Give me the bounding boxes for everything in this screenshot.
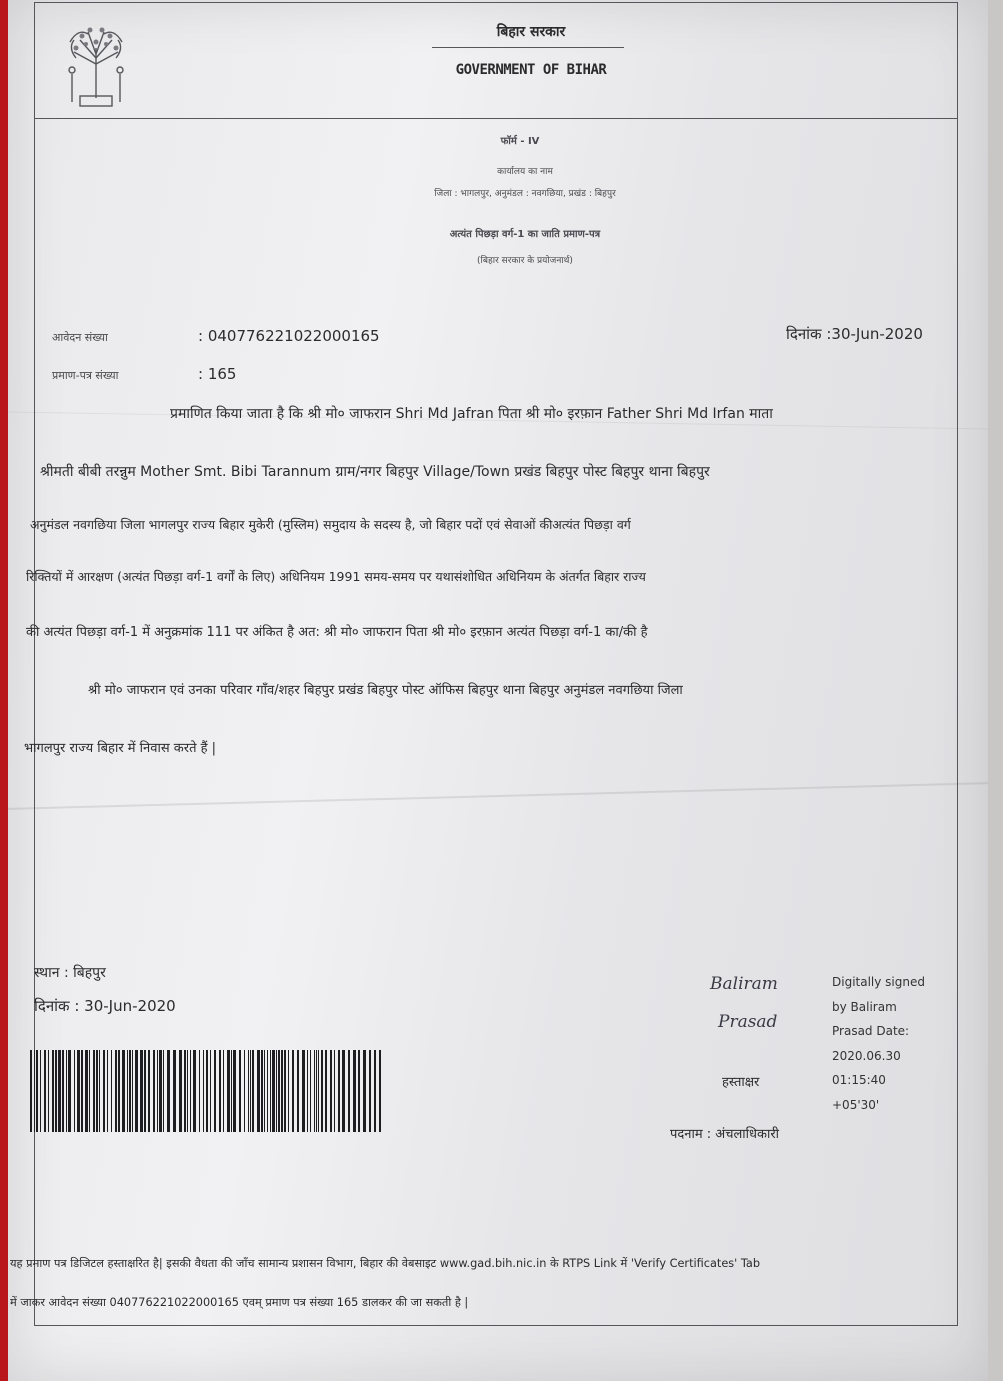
barcode-bar (330, 1050, 332, 1132)
barcode-bar (127, 1050, 128, 1132)
barcode-bar (44, 1050, 46, 1132)
barcode-bar (334, 1050, 335, 1132)
barcode-bar (244, 1050, 245, 1132)
barcode-bar (30, 1050, 32, 1132)
barcode-bar (187, 1050, 188, 1132)
barcode-bar (214, 1050, 216, 1132)
barcode-bar (163, 1050, 164, 1132)
barcode-bar (353, 1050, 356, 1132)
barcode-bar (348, 1050, 350, 1132)
date-top: दिनांक :30-Jun-2020 (786, 325, 923, 343)
barcode-bar (318, 1050, 319, 1132)
barcode-bar (267, 1050, 268, 1132)
barcode-bar (167, 1050, 170, 1132)
barcode-bar (148, 1050, 150, 1132)
barcode-bar (223, 1050, 224, 1132)
barcode-bar (89, 1050, 90, 1132)
barcode-bar (68, 1050, 71, 1132)
body-line-2: श्रीमती बीबी तरन्नुम Mother Smt. Bibi Tarannum ग्राम/नगर बिहपुर Village/Town प्रखंड बिहपुर पोस्ट बिहपुर थाना बिहपुर (40, 464, 710, 480)
certificate-number-label: प्रमाण-पत्र संख्या (52, 369, 119, 382)
barcode-bar (153, 1050, 155, 1132)
barcode-bar (62, 1050, 64, 1132)
barcode-bar (111, 1050, 112, 1132)
barcode (28, 1050, 384, 1132)
barcode-bar (284, 1050, 286, 1132)
barcode-bar (173, 1050, 176, 1132)
barcode-bar (321, 1050, 323, 1132)
barcode-bar (107, 1050, 108, 1132)
barcode-bar (248, 1050, 249, 1132)
barcode-bar (74, 1050, 75, 1132)
header-divider (35, 118, 957, 119)
barcode-bar (103, 1050, 105, 1132)
barcode-bar (257, 1050, 260, 1132)
barcode-bar (48, 1050, 49, 1132)
place-label: स्थान : बिहपुर (34, 965, 106, 981)
barcode-bar (58, 1050, 61, 1132)
barcode-bar (140, 1050, 143, 1132)
application-number-label: आवेदन संख्या (52, 331, 108, 344)
barcode-bar (34, 1050, 35, 1132)
barcode-bar (379, 1050, 381, 1132)
digital-signature-line: +05'30' (832, 1097, 880, 1112)
body-line-1: प्रमाणित किया जाता है कि श्री मो० जाफरान Shri Md Jafran पिता श्री मो० इरफ़ान Father Shri Md Irfan माता (170, 406, 773, 422)
barcode-bar (132, 1050, 133, 1132)
barcode-bar (307, 1050, 308, 1132)
body-line-7: भागलपुर राज्य बिहार में निवास करते हैं | (24, 741, 217, 756)
office-line: कार्यालय का नाम (497, 167, 553, 177)
digital-signature-line: Digitally signed (832, 975, 925, 989)
barcode-bar (278, 1050, 280, 1132)
body-line-5: की अत्यंत पिछड़ा वर्ग-1 में अनुक्रमांक 111 पर अंकित है अत: श्री मो० जाफरान पिता श्री मो० इरफ़ान अत्यंत पिछड़ा वर्ग-1 का/की है (26, 625, 648, 640)
header-title-hindi: बिहार सरकार (496, 24, 566, 40)
digital-signature-line: 01:15:40 (832, 1073, 886, 1087)
barcode-bar (292, 1050, 294, 1132)
barcode-bar (231, 1050, 232, 1132)
barcode-bar (206, 1050, 208, 1132)
barcode-bar (302, 1050, 305, 1132)
barcode-bar (99, 1050, 100, 1132)
barcode-bar (314, 1050, 315, 1132)
barcode-bar (270, 1050, 271, 1132)
barcode-bar (179, 1050, 182, 1132)
certificate-number-value: : 165 (198, 365, 237, 383)
barcode-bar (199, 1050, 200, 1132)
barcode-bar (316, 1050, 317, 1132)
barcode-bar (276, 1050, 277, 1132)
signature-name-1: Baliram (710, 974, 778, 994)
barcode-bar (210, 1050, 211, 1132)
barcode-bar (342, 1050, 345, 1132)
barcode-bar (264, 1050, 265, 1132)
signature-label: हस्ताक्षर (722, 1075, 760, 1090)
barcode-bar (338, 1050, 340, 1132)
barcode-bar (85, 1050, 88, 1132)
barcode-bar (157, 1050, 158, 1132)
barcode-bar (129, 1050, 131, 1132)
barcode-bar (118, 1050, 120, 1132)
district-line: जिला : भागलपुर, अनुमंडल : नवगछिया, प्रखंड : बिहपुर (434, 189, 616, 199)
barcode-bar (184, 1050, 186, 1132)
signature-name-2: Prasad (718, 1012, 778, 1032)
barcode-bar (66, 1050, 67, 1132)
barcode-bar (272, 1050, 275, 1132)
barcode-bar (239, 1050, 241, 1132)
barcode-bar (250, 1050, 251, 1132)
body-line-4: रिक्तियों में आरक्षण (अत्यंत पिछड़ा वर्ग-1 वर्गों के लिए) अधिनियम 1991 समय-समय पर यथासंशोधित अधिनियम के अंतर्गत बिहार राज्य (26, 569, 646, 584)
barcode-bar (135, 1050, 138, 1132)
barcode-bar (297, 1050, 299, 1132)
barcode-bar (193, 1050, 196, 1132)
form-number: फॉर्म - IV (500, 136, 540, 147)
certificate-subtitle: (बिहार सरकार के प्रयोजनार्थ) (477, 256, 573, 266)
barcode-bar (190, 1050, 191, 1132)
verify-line-1: यह प्रमाण पत्र डिजिटल हस्ताक्षरित है| इसकी वैधता की जाँच सामान्य प्रशासन विभाग, बिहार की वेबसाइट www.gad.bih.nic.in के RTPS Link में 'Verify Certificates' Tab (10, 1257, 760, 1270)
digital-signature-line: 2020.06.30 (832, 1048, 901, 1063)
barcode-bar (144, 1050, 146, 1132)
body-line-3: अनुमंडल नवगछिया जिला भागलपुर राज्य बिहार मुकेरी (मुस्लिम) समुदाय के सदस्य है, जो बिहार पदों एवं सेवाओं कीअत्यंत पिछड़ा वर्ग (30, 517, 631, 532)
body-line-6: श्री मो० जाफरान एवं उनका परिवार गाँव/शहर बिहपुर प्रखंड बिहपुर पोस्ट ऑफिस बिहपुर थाना बिहपुर अनुमंडल नवगछिया जिला (88, 683, 683, 698)
barcode-bar (55, 1050, 57, 1132)
barcode-bar (40, 1050, 41, 1132)
barcode-bar (374, 1050, 376, 1132)
barcode-bar (122, 1050, 125, 1132)
barcode-bar (233, 1050, 236, 1132)
certificate-title: अत्यंत पिछड़ा वर्ग-1 का जाति प्रमाण-पत्र (449, 229, 601, 240)
barcode-bar (159, 1050, 162, 1132)
barcode-bar (36, 1050, 38, 1132)
barcode-bar (93, 1050, 95, 1132)
verify-line-2: में जाकर आवेदन संख्या 040776221022000165 एवम् प्रमाण पत्र संख्या 165 डालकर की जा सकती है | (10, 1296, 469, 1309)
barcode-bar (261, 1050, 263, 1132)
barcode-bar (363, 1050, 366, 1132)
digital-signature-line: Prasad Date: (832, 1024, 910, 1038)
barcode-bar (81, 1050, 83, 1132)
designation: पदनाम : अंचलाधिकारी (670, 1127, 780, 1142)
barcode-bar (310, 1050, 311, 1132)
digital-signature-line: by Baliram (832, 999, 897, 1014)
barcode-bar (281, 1050, 283, 1132)
barcode-bar (203, 1050, 204, 1132)
barcode-bar (52, 1050, 54, 1132)
barcode-bar (288, 1050, 289, 1132)
barcode-bar (227, 1050, 230, 1132)
barcode-bar (325, 1050, 327, 1132)
barcode-bar (252, 1050, 254, 1132)
barcode-bar (96, 1050, 98, 1132)
barcode-bar (77, 1050, 80, 1132)
digital-signature-block (832, 970, 925, 1117)
bihar-emblem-icon (58, 18, 134, 110)
barcode-bar (358, 1050, 360, 1132)
barcode-bar (369, 1050, 371, 1132)
header-title-english: GOVERNMENT OF BIHAR (455, 62, 607, 78)
header-underline (432, 47, 624, 48)
barcode-bar (115, 1050, 117, 1132)
issue-date: दिनांक : 30-Jun-2020 (34, 997, 176, 1015)
application-number-value: : 040776221022000165 (198, 327, 380, 345)
barcode-bar (219, 1050, 221, 1132)
